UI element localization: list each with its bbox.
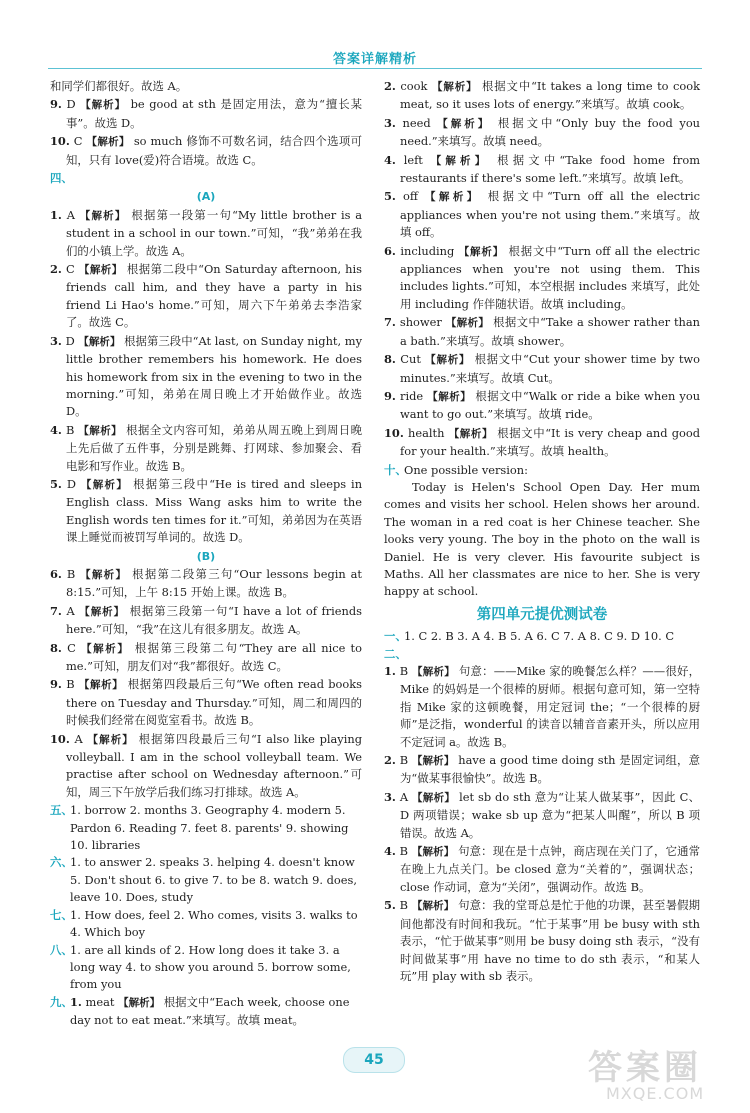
analysis-tag: 【解析】 [411,846,455,859]
item-answer: C [67,640,76,655]
item-answer: D [66,97,76,112]
item-explanation: 根据全文内容可知，弟弟从周五晚上到周日晚上先后做了五件事，分别是跳舞、打网球、参加聚会、看电影和写作业。故选 B。 [66,422,362,473]
part5-label: 五、 [50,803,73,818]
item-number: 10. [50,134,70,149]
answer-item [50,640,362,676]
analysis-tag: 【解析】 [78,264,123,277]
analysis-tag: 【解析】 [78,679,124,692]
part9-label: 九、 [50,994,73,1009]
part9-rest-list [384,78,700,461]
watermark-text: 答案圈 [588,1048,702,1088]
answer-item [50,133,362,169]
item-answer: B [399,664,409,678]
answer-item [384,752,700,788]
essay-text: Today is Helen's School Open Day. Her mum comes and visits her school. Helen shows her around. The woman in a red coat is her Chinese teacher. She looks very young. The boy in the photo on the wall is Daniel. He is very clever. His favourite subject is Maths. All her classmates are nice to her. She is very happy at school. [384,479,700,599]
left-column [50,78,362,1030]
item-answer: need [402,115,431,130]
part7-answers [50,907,362,942]
analysis-tag: 【解析】 [431,81,478,93]
answer-item [384,188,700,241]
item-answer: left [403,152,423,167]
item-number: 4. [384,152,396,167]
answer-item [50,566,362,602]
part8-answers [50,942,362,994]
page-header [0,0,750,70]
answer-item [50,476,362,547]
answer-item [384,115,700,151]
item-explanation: 根据文中“It is very cheap and good for your health.”来填写。故填 health。 [400,425,700,459]
analysis-tag: 【解析】 [437,117,492,130]
item-explanation: 根据第一段第一句“My little brother is a student in a school in our town.”可知，“我”弟弟在我们的小镇上学。故选 A。 [66,207,363,258]
part5-text: 1. borrow 2. months 3. Geography 4. modern 5. Pardon 6. Reading 7. feet 8. parents' 9. showing 10. libraries [70,803,349,853]
analysis-tag: 【解析】 [445,317,490,330]
item-answer: B [399,844,409,859]
answer-item [50,207,362,260]
answer-item [50,731,362,802]
item-answer: B [66,566,76,581]
analysis-tag: 【解析】 [80,568,128,581]
analysis-tag: 【解析】 [118,996,161,1009]
unit-part1-label: 一、 [384,629,407,644]
item-number: 4. [384,844,396,859]
answer-item [384,425,700,461]
unit-part2-list [384,663,700,985]
continued-text: 和同学们都很好。故选 A。 [50,79,188,93]
item-number: 7. [50,603,62,618]
item-number: 9. [50,97,62,112]
sample-essay [384,479,700,601]
item-explanation: 根据第三段中“He is tired and sleeps in English class. Miss Wang asks him to write the English words ten times for it.”可知，弟弟因为在英语课上睡觉而被罚写单词的。故选 D。 [66,476,363,545]
item-explanation: 句意：——Mike 家的晚餐怎么样？——很好，Mike 的妈妈是一个很棒的厨师。根据句意可知，第一空特指 Mike 家的这顿晚餐，用定冠词 the；“一个很棒的厨师”是泛指，wonderful 的读音以辅音音素开头，所以应用不定冠词 a。故选 B。 [400,664,700,749]
item-explanation: 根据文中“Take a shower rather than a bath.”来填写。故填 shower。 [400,315,701,348]
item-explanation: 根据第二段中“On Saturday afternoon, his friends call him, and they have a party in his friend Li Hao's home.”可知，周六下午弟弟去李浩家了。故选 C。 [66,262,363,330]
item-answer: D [65,333,75,348]
item-explanation: 根据文中“Turn off all the electric appliances when you're not using them.”来填写。故填 off。 [400,189,701,240]
part10-heading [384,462,700,479]
answer-item [384,897,700,985]
item-number: 3. [384,115,396,130]
item-explanation: 根据第二段第三句“Our lessons begin at 8:15.”可知，上午 8:15 开始上课。故选 B。 [66,566,362,600]
answer-item [50,333,362,421]
header-title: 答案详解精析 [332,52,417,67]
answer-item [384,314,700,350]
item-explanation: 句意：现在是十点钟，商店现在关门了，它通常在晚上九点关门。be closed 意为“关着的”，强调状态；close 作动词，意为“关闭”，强调动作。故选 B。 [400,844,701,894]
subsection-b-heading: (B) [196,549,216,563]
answer-item [384,843,700,896]
part6-answers [50,854,362,906]
item-number: 6. [50,566,62,581]
answer-item [50,422,362,475]
analysis-tag: 【解析】 [424,191,481,204]
item-answer: D [66,476,76,491]
item-number: 3. [384,789,396,804]
answer-item [384,78,700,114]
right-column [384,78,700,986]
item-explanation: 根据文中“Cut your shower time by two minutes.”来填写。故填 Cut。 [400,352,701,385]
item-number: 5. [384,898,396,913]
watermark-url: MXQE.COM [606,1084,705,1103]
analysis-tag: 【解析】 [80,478,129,491]
item-explanation: 根据文中“Only buy the food you need.”来填写。故填 need。 [400,115,701,149]
item-number: 10. [384,425,404,440]
answer-item [50,96,362,132]
analysis-tag: 【解析】 [427,390,472,403]
item-number: 1. [50,207,62,222]
part8-label: 八、 [50,942,73,957]
answer-item [50,603,362,639]
item-explanation: be good at sth 是固定用法，意为“擅长某事”。故选 D。 [66,97,363,130]
item-number: 2. [384,79,396,93]
part9-answer: meat [85,994,115,1009]
part10-label: 十、 [384,462,407,477]
part6-label: 六、 [50,855,73,870]
item-explanation: 根据第三段第一句“I have a lot of friends here.”可知，“我”在这儿有很多朋友。故选 A。 [66,603,363,637]
analysis-tag: 【解析】 [430,154,490,167]
analysis-tag: 【解析】 [79,209,127,222]
page-number: 45 [343,1047,405,1073]
unit-title: 第四单元提优测试卷 [476,606,608,623]
item-number: 8. [50,640,62,655]
item-number: 2. [384,753,396,768]
item-number: 1. [384,664,396,678]
item-explanation: 根据第三段中“At last, on Sunday night, my little brother remembers his homework. He does his homework from six in the evening to two in the morning.”可知，弟弟在周日晚上才开始做作业。故选 D。 [66,333,363,419]
item-explanation: 句意：我的堂哥总是忙于他的功课，甚至暑假期间他都没有时间和我玩。“忙于某事”用 be busy with sth 表示，“忙于做某事”则用 be busy doing sth 表示，“没有时间做某事”用 have no time to do sth 表示，“和某人玩”用 play with sb 表示。 [400,898,701,983]
answer-item [384,388,700,424]
item-answer: C [73,134,83,149]
part5-answers [50,802,362,854]
subsection-a-heading: (A) [196,190,216,204]
item-number: 7. [384,315,396,330]
item-answer: Cut [400,352,421,367]
item-answer: ride [400,388,424,403]
part3-tail [50,96,362,169]
item-answer: B [66,677,75,692]
answer-item [50,676,362,729]
unit-part2-heading [384,646,700,663]
item-explanation: let sb do sth 意为“让某人做某事”，因此 C、D 两项错误；wake sb up 意为“把某人叫醒”，所以 B 项错误。故选 A。 [400,789,700,840]
answer-item [384,789,700,842]
analysis-tag: 【解析】 [81,642,130,655]
item-explanation: 根据第三段第二句“They are all nice to me.”可知，朋友们对“我”都很好。故选 C。 [66,640,362,673]
part4a-list [50,207,362,547]
part4-heading [50,170,362,187]
item-answer: including [400,243,455,258]
item-number: 2. [50,262,62,277]
item-number: 9. [384,388,396,403]
part9-explanation: 根据文中“Each week, choose one day not to eat meat.”来填写。故填 meat。 [70,994,350,1028]
item-explanation: 根据第四段最后三句“We often read books there on Tuesday and Thursday.”可知，周二和周四的时候我们经常在阅览室看书。故选 B。 [66,677,363,728]
answer-item [50,261,362,332]
analysis-tag: 【解析】 [411,755,455,768]
item-answer: B [399,753,409,768]
item-explanation: 根据文中“Turn off all the electric appliances when you're not using them. This includes lights.”可知，本空根据 includes 来填写，此处用 including 作伴随状语。故填 including。 [400,243,700,311]
item-answer: A [399,789,409,804]
item-answer: A [74,731,83,746]
analysis-tag: 【解析】 [86,136,130,149]
answer-item [384,663,700,751]
item-explanation: 根据文中“Walk or ride a bike when you want to go out.”来填写。故填 ride。 [400,388,701,422]
answer-item [384,351,700,387]
item-answer: cook [400,79,428,93]
item-answer: A [66,207,75,222]
item-number: 5. [384,189,396,204]
unit-part1-answers [384,628,700,645]
item-number: 10. [50,731,70,746]
analysis-tag: 【解析】 [87,733,134,746]
item-number: 5. [50,476,62,491]
header-divider [48,68,702,69]
analysis-tag: 【解析】 [79,605,125,618]
part7-text: 1. How does, feel 2. Who comes, visits 3. walks to 4. Which boy [70,907,358,940]
unit-part1-text: 1. C 2. B 3. A 4. B 5. A 6. C 7. A 8. C 9. D 10. C [404,629,675,644]
answer-item [384,152,700,188]
item-explanation: 根据第四段最后三句“I also like playing volleyball. I am in the school volleyball team. We practise after school on Wednesday afternoon.”可知，周三下午放学后我们练习打排球。故选 A。 [66,731,362,799]
part10-intro: One possible version: [404,462,528,477]
analysis-tag: 【解析】 [78,335,121,348]
item-number: 6. [384,243,396,258]
part8-text: 1. are all kinds of 2. How long does it take 3. a long way 4. to show you around 5. borrow some, from you [70,942,351,992]
item-number: 9. [50,677,62,692]
item-answer: shower [399,315,442,330]
analysis-tag: 【解析】 [458,245,505,258]
analysis-tag: 【解析】 [425,354,471,367]
item-explanation: 根据文中“Take food home from restaurants if there's some left.”来填写。故填 left。 [400,152,701,186]
analysis-tag: 【解析】 [448,427,494,440]
part7-label: 七、 [50,907,73,922]
part9-first-item [50,994,362,1030]
item-answer: health [408,425,445,440]
part4-label: 四、 [50,171,73,186]
part9-number: 1. [70,994,82,1009]
item-answer: B [399,898,409,913]
analysis-tag: 【解析】 [411,900,455,913]
item-explanation: so much 修饰不可数名词，结合四个选项可知，只有 love(爱)符合语境。故选 C。 [66,134,362,167]
item-answer: A [66,603,75,618]
analysis-tag: 【解析】 [78,424,123,437]
watermark-logo [588,1040,738,1108]
item-number: 8. [384,352,396,367]
answer-item [384,243,700,314]
unit-part2-label: 二、 [384,646,407,661]
item-number: 3. [50,333,62,348]
item-explanation: 根据文中“It takes a long time to cook meat, so it uses lots of energy.”来填写。故填 cook。 [400,79,701,112]
analysis-tag: 【解析】 [411,791,456,804]
item-answer: B [65,422,75,437]
item-explanation: have a good time doing sth 是固定词组，意为“做某事很愉快”。故选 B。 [400,753,700,786]
item-number: 4. [50,422,62,437]
analysis-tag: 【解析】 [412,666,455,678]
item-answer: C [66,262,75,277]
analysis-tag: 【解析】 [80,99,127,112]
part6-text: 1. to answer 2. speaks 3. helping 4. doesn't know 5. Don't shout 6. to give 7. to be 8. watch 9. does, leave 10. Does, study [70,855,357,905]
part4b-list [50,566,362,801]
item-answer: off [402,189,418,204]
